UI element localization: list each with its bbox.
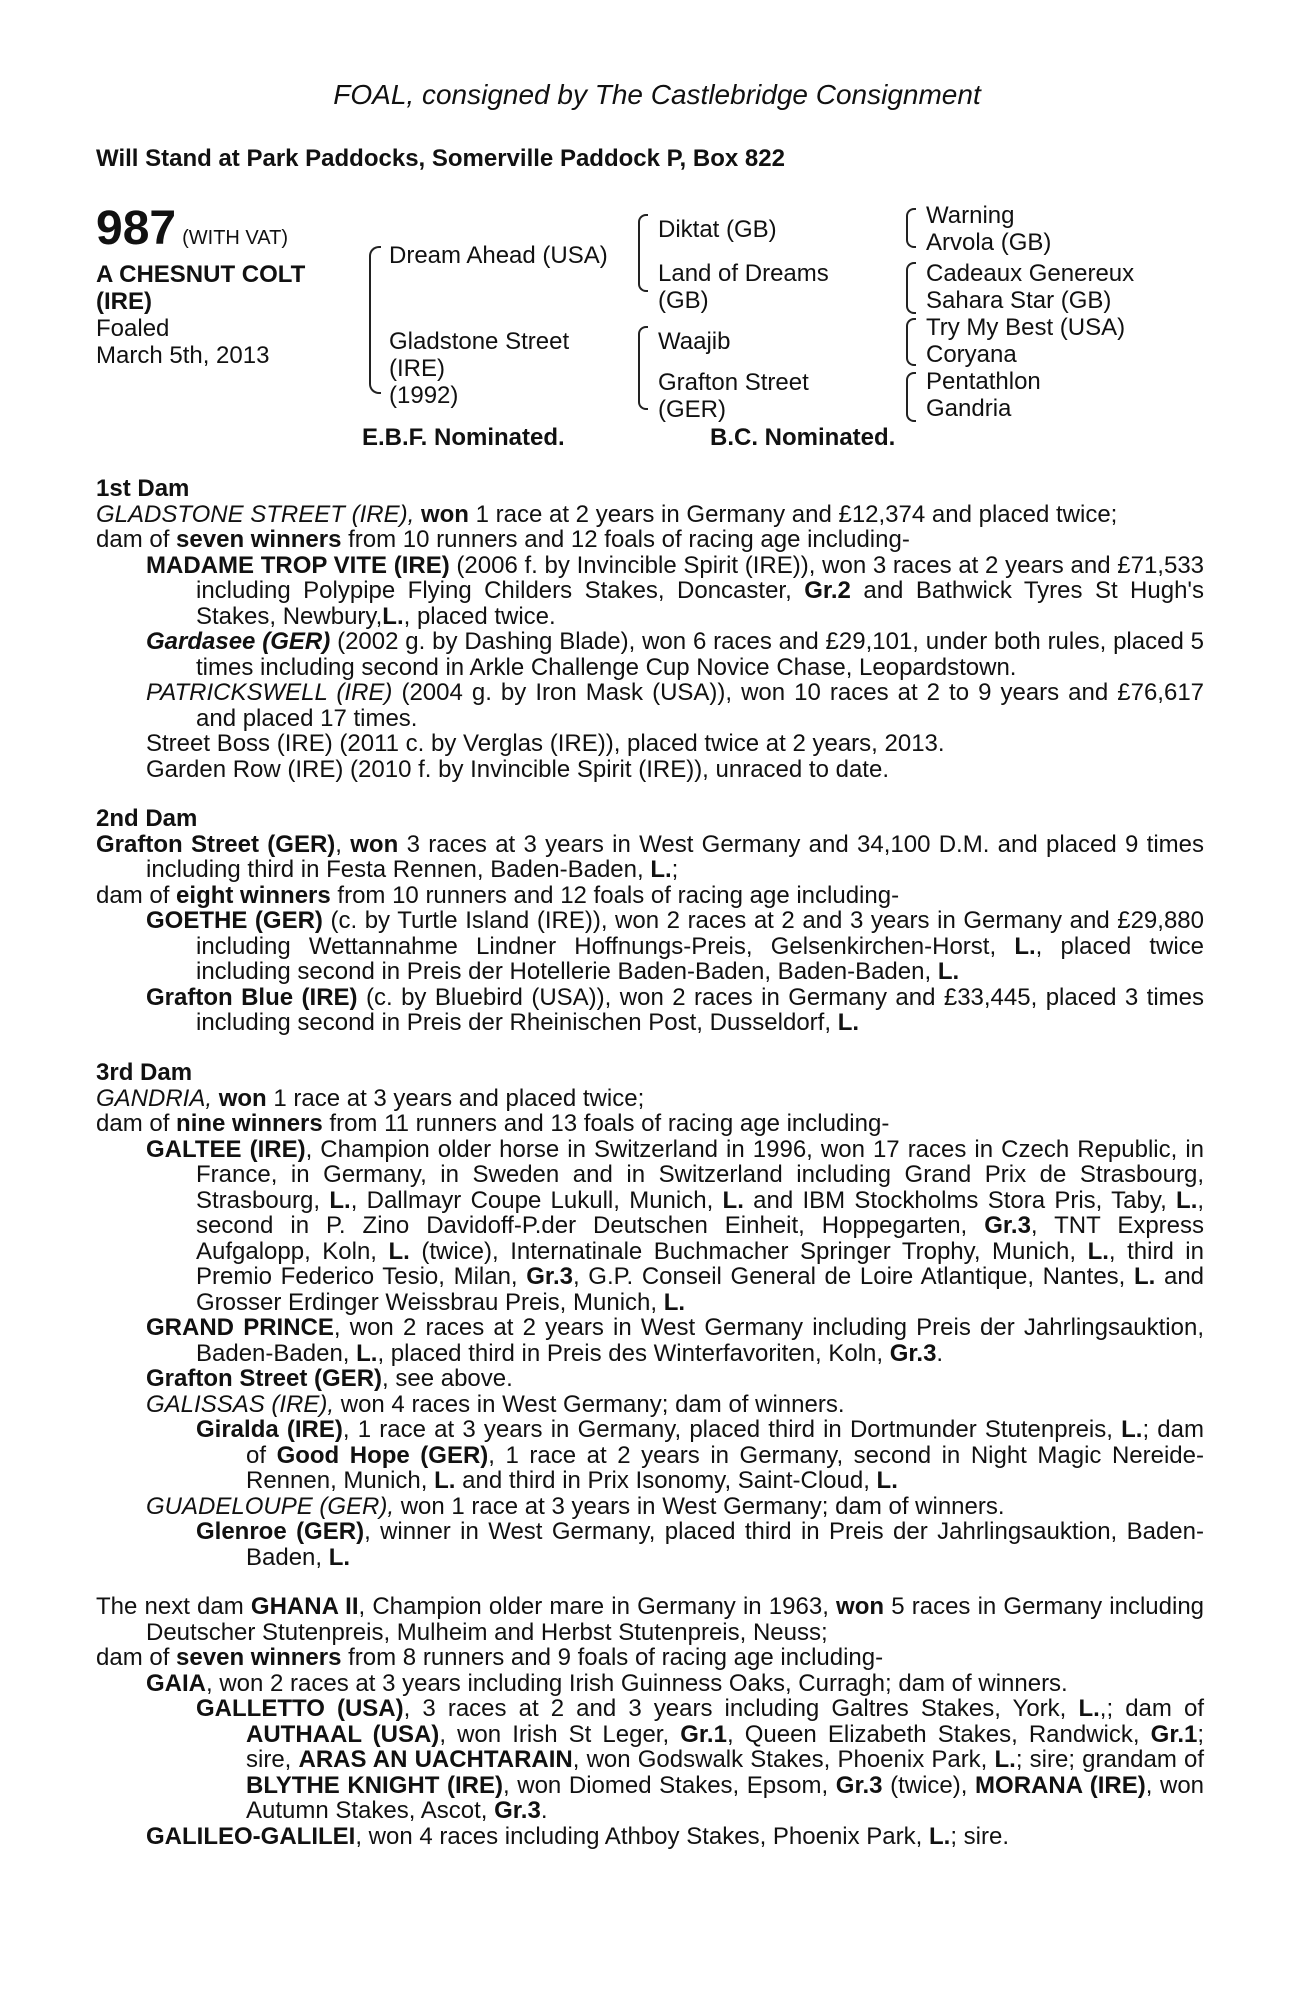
pedigree-gen3: Coryana — [926, 341, 1017, 368]
foaled-date: March 5th, 2013 — [96, 342, 270, 369]
first-dam-section — [96, 476, 1204, 782]
progeny-text: , won 4 races including Athboy Stakes, Phoenix Park, — [355, 1822, 923, 1850]
winners-count: seven winners — [176, 1644, 342, 1671]
progeny-text: (twice), Internatinale Buchmacher Springer Trophy, Munich, — [421, 1237, 1077, 1265]
progeny-name: AUTHAAL (USA) — [246, 1720, 440, 1748]
progeny-text: , won 2 races at 3 years including Irish Guinness Oaks, Curragh; dam of winners. — [206, 1669, 1068, 1697]
listed-label: L. — [1014, 932, 1036, 960]
pedigree-gen3: Cadeaux Genereux — [926, 260, 1135, 287]
won-label: won — [420, 500, 469, 528]
progeny-name: GUADELOUPE (GER), — [146, 1492, 395, 1520]
grade-label: Gr.3 — [984, 1212, 1031, 1239]
pedigree-sire-dam — [658, 260, 829, 314]
pedigree-brace — [906, 208, 916, 248]
progeny-name: GALTEE (IRE) — [146, 1135, 306, 1163]
winners-count: seven winners — [176, 526, 342, 553]
progeny-text: , G.P. Conseil General de Loire Atlantique, Nantes, — [572, 1263, 1126, 1290]
progeny-name: BLYTHE KNIGHT (IRE) — [246, 1771, 503, 1799]
listed-label: L. — [1134, 1263, 1156, 1290]
progeny-name: Grafton Street (GER) — [146, 1365, 383, 1392]
pedigree-brace — [906, 262, 916, 314]
progeny-entry — [96, 908, 1204, 985]
pedigree-gen3: Sahara Star (GB) — [926, 287, 1112, 314]
progeny-text: ; sire, — [246, 1720, 1205, 1773]
section-heading: 3rd Dam — [96, 1059, 193, 1086]
pedigree-dam-line: (IRE) — [389, 355, 445, 382]
dam-of-text: from 10 runners and 12 foals of racing age including- — [348, 526, 910, 553]
progeny-text: (2002 g. by Dashing Blade), won 6 races and £29,101, under both rules, placed 5 times including second in Arkle Challenge Cup Novice Chase, Leopardstown. — [196, 628, 1204, 681]
dam-paragraph — [96, 1086, 1204, 1112]
winners-count: nine winners — [176, 1110, 323, 1137]
progeny-text: ; sire; grandam of — [1015, 1746, 1205, 1773]
won-label: won — [836, 1593, 885, 1620]
progeny-entry — [96, 1137, 1204, 1316]
progeny-text: , Dallmayr Coupe Lukull, Munich, — [350, 1186, 714, 1214]
progeny-entry — [96, 553, 1204, 630]
dam-name: Grafton Street (GER) — [96, 830, 336, 858]
progeny-text: , placed twice. — [403, 602, 556, 630]
pedigree-brace — [638, 214, 648, 292]
progeny-text: ,; dam of — [1099, 1695, 1205, 1722]
progeny-entry: Garden Row (IRE) (2010 f. by Invincible Spirit (IRE)), unraced to date. — [146, 755, 889, 783]
pedigree-dam-line: (1992) — [389, 382, 459, 409]
ebf-nominated: E.B.F. Nominated. — [362, 424, 565, 451]
listed-label: L. — [994, 1746, 1016, 1773]
progeny-entry — [96, 1366, 1204, 1392]
pedigree-line: Grafton Street — [658, 369, 809, 396]
section-heading: 1st Dam — [96, 475, 190, 502]
listed-label: L. — [837, 1009, 860, 1036]
listed-label: L. — [328, 1543, 351, 1571]
pedigree-brace — [906, 318, 916, 366]
progeny-text: (twice), — [890, 1771, 968, 1799]
lot-description-line: (IRE) — [96, 288, 152, 315]
progeny-text: ; sire. — [950, 1822, 1010, 1850]
winners-count: eight winners — [176, 881, 331, 909]
progeny-text: , placed third in Preis des Winterfavoriten, Koln, — [377, 1339, 884, 1367]
listed-label: L. — [1078, 1695, 1100, 1722]
dam-of-line — [96, 883, 1204, 909]
progeny-text: , TNT Express Aufgalopp, Koln, — [196, 1212, 1205, 1265]
section-heading: 2nd Dam — [96, 805, 198, 832]
progeny-name: GAIA — [146, 1669, 206, 1697]
dam-of-line — [96, 527, 1204, 553]
third-dam-section — [96, 1060, 1204, 1570]
dam-of-text: dam of — [96, 881, 170, 909]
pedigree-brace — [638, 326, 648, 410]
progeny-text: and Bathwick Tyres St Hugh's Stakes, Newbury, — [196, 577, 1205, 630]
dam-paragraph — [96, 832, 1204, 883]
progeny-entry — [96, 629, 1204, 680]
progeny-text: and IBM Stockholms Stora Pris, Taby, — [753, 1186, 1167, 1214]
progeny-text: , Queen Elizabeth Stakes, Randwick, — [726, 1720, 1140, 1748]
listed-label: L. — [650, 856, 672, 883]
progeny-entry — [96, 985, 1204, 1036]
grade-label: Gr.3 — [494, 1797, 541, 1824]
progeny-text: , placed twice including second in Preis der Hotellerie Baden-Baden, Baden-Baden, — [196, 932, 1205, 985]
progeny-name: MORANA (IRE) — [975, 1771, 1146, 1799]
progeny-name: Giralda (IRE) — [196, 1416, 343, 1443]
pedigree-dam-sire: Waajib — [658, 328, 731, 355]
listed-label: L. — [356, 1339, 378, 1367]
listed-label: L. — [929, 1822, 951, 1850]
pedigree-line: Land of Dreams — [658, 260, 829, 287]
pedigree-line: (GB) — [658, 287, 709, 314]
dam-text: The next dam — [96, 1593, 244, 1620]
dam-of-text: from 10 runners and 12 foals of racing age including- — [337, 881, 900, 909]
progeny-name: ARAS AN UACHTARAIN — [298, 1746, 573, 1773]
progeny-text: (2004 g. by Iron Mask (USA)), won 10 races at 2 to 9 years and £76,617 and placed 17 times. — [196, 679, 1205, 732]
dam-of-text: from 11 runners and 13 foals of racing age including- — [329, 1110, 890, 1137]
progeny-name: PATRICKSWELL (IRE) — [146, 679, 393, 706]
progeny-text: , won 2 races at 2 years in West Germany including Preis der Jahrlingsauktion, Baden-Baden, — [196, 1314, 1205, 1367]
grade-label: Gr.1 — [680, 1720, 727, 1748]
progeny-name: GALLETTO (USA) — [196, 1695, 404, 1722]
listed-label: L. — [876, 1467, 898, 1494]
listed-label: L. — [722, 1186, 744, 1214]
progeny-text: . — [540, 1797, 548, 1824]
progeny-text: and third in Prix Isonomy, Saint-Cloud, — [462, 1467, 870, 1494]
progeny-name: MADAME TROP VITE (IRE) — [146, 551, 450, 579]
progeny-entry — [96, 1392, 1204, 1418]
progeny-text: . — [936, 1339, 944, 1367]
progeny-text: (c. by Turtle Island (IRE)), won 2 races at 2 and 3 years in Germany and £29,880 including Wettannahme Lindner Hoffnungs-Preis, Gelsenkirchen-Horst, — [196, 907, 1204, 960]
dam-name: GHANA II — [250, 1593, 359, 1620]
progeny-text: , won Autumn Stakes, Ascot, — [246, 1771, 1205, 1824]
progeny-name: GALISSAS (IRE), — [146, 1390, 335, 1418]
progeny-entry: Street Boss (IRE) (2011 c. by Verglas (IRE)), placed twice at 2 years, 2013. — [146, 730, 945, 757]
grandprogeny-entry — [96, 1519, 1204, 1570]
listed-label: L. — [937, 958, 960, 985]
dam-of-text: dam of — [96, 526, 170, 553]
bc-nominated: B.C. Nominated. — [710, 424, 896, 451]
dam-of-line — [96, 1645, 1204, 1671]
progeny-text: , see above. — [382, 1365, 513, 1392]
dam-paragraph — [96, 1594, 1204, 1645]
listed-label: L. — [329, 1186, 351, 1214]
second-dam-section — [96, 806, 1204, 1036]
listed-label: L. — [663, 1288, 686, 1316]
lot-number-line — [96, 202, 356, 255]
next-dam-section — [96, 1594, 1204, 1849]
consignment-line: FOAL, consigned by The Castlebridge Consignment — [333, 79, 981, 110]
pedigree-gen3: Try My Best (USA) — [926, 314, 1126, 341]
progeny-text: , won Diomed Stakes, Epsom, — [502, 1771, 829, 1799]
dam-text: 3 races at 3 years in West Germany and 34,100 D.M. and placed 9 times including third in Festa Rennen, Baden-Baden, — [146, 830, 1205, 883]
progeny-text: ; dam of — [246, 1416, 1204, 1469]
grade-label: Gr.1 — [1150, 1720, 1198, 1748]
dam-text: 1 race at 2 years in Germany and £12,374 and placed twice; — [475, 500, 1118, 528]
progeny-text: , won Godswalk Stakes, Phoenix Park, — [572, 1746, 988, 1773]
progeny-text: , 1 race at 3 years in Germany, placed third in Dortmunder Stutenpreis, — [342, 1416, 1113, 1443]
grade-label: Gr.3 — [835, 1771, 883, 1799]
progeny-text: , second in P. Zino Davidoff-P.der Deutschen Einheit, Hoppegarten, — [196, 1186, 1205, 1239]
pedigree-dam — [389, 328, 569, 409]
progeny-name: GOETHE (GER) — [146, 907, 323, 934]
lot-block — [96, 202, 356, 369]
pedigree-sire: Dream Ahead (USA) — [389, 242, 608, 269]
progeny-entry — [96, 1494, 1204, 1520]
progeny-name: Glenroe (GER) — [196, 1518, 365, 1545]
progeny-text: , winner in West Germany, placed third in Preis der Jahrlingsauktion, Baden-Baden, — [246, 1518, 1204, 1571]
pedigree-brace — [369, 246, 381, 394]
listed-label: L. — [388, 1237, 410, 1265]
grade-label: Gr.3 — [889, 1339, 937, 1367]
pedigree-line: (GER) — [658, 396, 726, 423]
progeny-text: , 1 race at 2 years in Germany, second in Night Magic Nereide-Rennen, Munich, — [246, 1441, 1204, 1494]
dam-text: ; — [671, 856, 679, 883]
pedigree-gen3: Arvola (GB) — [926, 229, 1052, 256]
progeny-entry — [96, 1671, 1204, 1697]
progeny-text: , third in Premio Federico Tesio, Milan, — [196, 1237, 1204, 1290]
dam-of-line — [96, 1111, 1204, 1137]
dam-name: GANDRIA, — [96, 1084, 213, 1112]
pedigree-brace — [906, 372, 916, 422]
pedigree-gen3: Gandria — [926, 395, 1012, 422]
progeny-text: won 1 race at 3 years in West Germany; dam of winners. — [400, 1492, 1005, 1520]
progeny-text: , won Irish St Leger, — [439, 1720, 670, 1748]
dam-text: , — [335, 830, 342, 858]
won-label: won — [350, 830, 399, 858]
progeny-text: and Grosser Erdinger Weissbrau Preis, Munich, — [196, 1263, 1205, 1316]
progeny-name: GRAND PRINCE — [146, 1314, 334, 1341]
dam-paragraph — [96, 502, 1204, 528]
dam-name: GLADSTONE STREET (IRE), — [96, 500, 415, 528]
dam-text: 5 races in Germany including Deutscher Stutenpreis, Mulheim and Herbst Stutenpreis, Neuss; — [146, 1593, 1205, 1646]
progeny-name: Good Hope (GER) — [276, 1441, 489, 1469]
listed-label: L. — [1176, 1186, 1198, 1214]
lot-number: 987 — [96, 202, 177, 255]
foaled-label: Foaled — [96, 315, 170, 342]
grade-label: Gr.3 — [526, 1263, 573, 1290]
grandprogeny-entry — [96, 1696, 1204, 1824]
progeny-entry — [96, 1824, 1204, 1850]
listed-label: L. — [434, 1467, 456, 1494]
progeny-name: Gardasee (GER) — [146, 628, 331, 655]
progeny-entry — [96, 1315, 1204, 1366]
progeny-text: , 3 races at 2 and 3 years including Galtres Stakes, York, — [403, 1695, 1067, 1722]
pedigree-sire-sire: Diktat (GB) — [658, 216, 777, 243]
lot-description — [96, 261, 356, 315]
dam-of-text: from 8 runners and 9 foals of racing age including- — [348, 1644, 884, 1671]
dam-text: 1 race at 3 years and placed twice; — [273, 1084, 645, 1112]
dam-of-text: dam of — [96, 1644, 170, 1671]
stand-location: Will Stand at Park Paddocks, Somerville Paddock P, Box 822 — [96, 145, 785, 172]
progeny-text: (2006 f. by Invincible Spirit (IRE)), won 3 races at 2 years and £71,533 including Polypipe Flying Childers Stakes, Doncaster, — [196, 551, 1205, 604]
vat-label: (WITH VAT) — [182, 227, 288, 249]
pedigree-dam-dam — [658, 369, 809, 423]
dam-of-text: dam of — [96, 1110, 170, 1137]
listed-label: L. — [1121, 1416, 1143, 1443]
dam-text: , Champion older mare in Germany in 1963, — [358, 1593, 829, 1620]
pedigree-gen3: Pentathlon — [926, 368, 1041, 395]
progeny-name: Grafton Blue (IRE) — [146, 983, 358, 1011]
progeny-text: won 4 races in West Germany; dam of winners. — [340, 1390, 845, 1418]
progeny-text: (c. by Bluebird (USA)), won 2 races in Germany and £33,445, placed 3 times including second in Preis der Rheinischen Post, Dusseldorf, — [196, 983, 1204, 1036]
listed-label: L. — [382, 602, 404, 630]
lot-description-line: A CHESNUT COLT — [96, 261, 306, 288]
progeny-text: , Champion older horse in Switzerland in 1996, won 17 races in Czech Republic, in France, in Germany, in Sweden and in Switzerland including Grand Prix de Strasbourg, Strasbourg, — [196, 1135, 1204, 1214]
progeny-entry — [96, 680, 1204, 731]
grandprogeny-entry — [96, 1417, 1204, 1494]
pedigree-dam-line: Gladstone Street — [389, 328, 570, 355]
listed-label: L. — [1087, 1237, 1109, 1265]
won-label: won — [218, 1084, 267, 1112]
progeny-name: GALILEO-GALILEI — [146, 1822, 356, 1850]
pedigree-gen3: Warning — [926, 202, 1015, 229]
grade-label: Gr.2 — [804, 577, 851, 604]
